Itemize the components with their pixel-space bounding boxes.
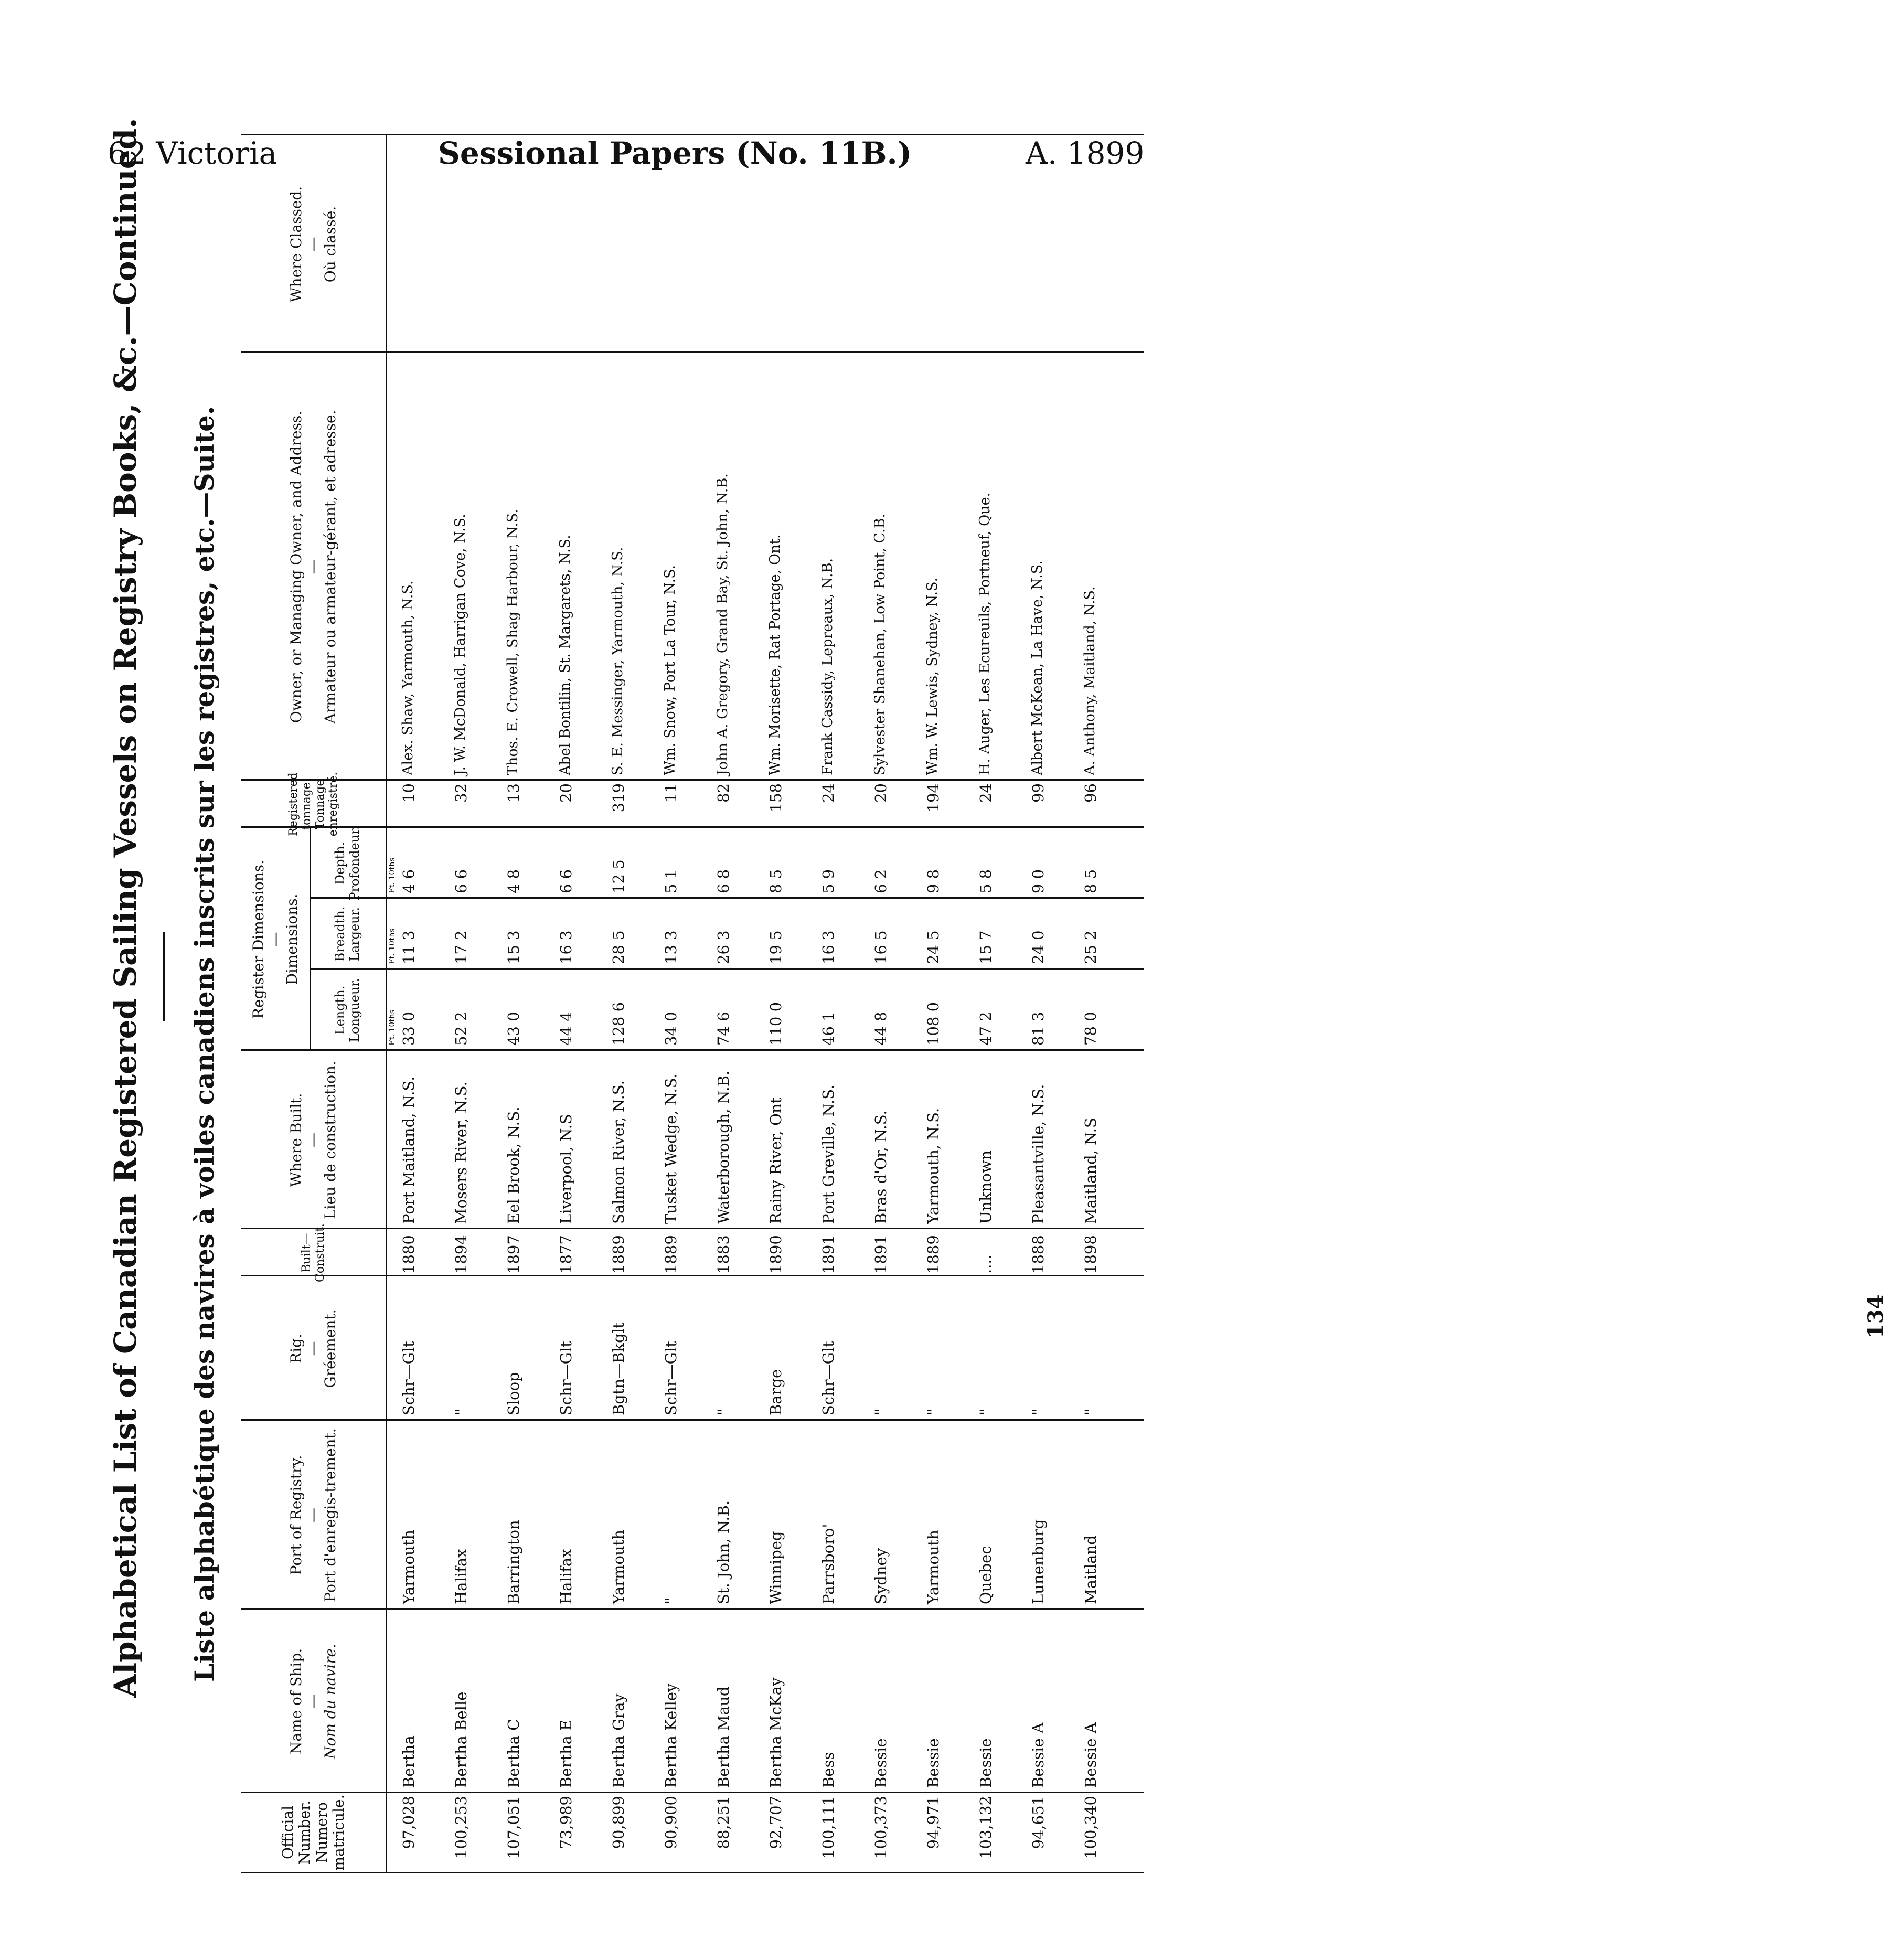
cell-official-number: 100,253 (452, 1796, 470, 1859)
header-tonnage: Registered tonnage. Tonnage enregistré. (286, 772, 340, 837)
table-row (399, 135, 441, 1872)
cell-depth: 4 8 (505, 869, 522, 893)
cell-depth: 9 8 (924, 869, 942, 893)
header-year: A. 1899 (1026, 135, 1145, 171)
cell-rig: " (924, 1408, 942, 1415)
cell-owner: Wm. Snow, Port La Tour, N.S. (662, 564, 678, 775)
cell-length: 110 0 (767, 1002, 785, 1046)
cell-rig: " (1082, 1408, 1100, 1415)
cell-rig: " (977, 1408, 995, 1415)
cell-depth: 4 6 (400, 869, 418, 893)
cell-tonnage: 11 (662, 783, 680, 803)
cell-where-built: Waterborough, N.B. (714, 1070, 732, 1224)
cell-breadth: 11 3 (400, 930, 418, 964)
cell-length: 43 0 (505, 1011, 522, 1046)
cell-owner: A. Anthony, Maitland, N.S. (1082, 586, 1098, 775)
cell-where-built: Liverpool, N.S (557, 1114, 575, 1224)
cell-year-built: 1898 (1082, 1235, 1100, 1274)
cell-depth: 5 9 (819, 869, 837, 893)
cell-port-of-registry: Sydney (872, 1548, 890, 1604)
cell-port-of-registry: Yarmouth (924, 1529, 942, 1604)
cell-where-built: Yarmouth, N.S. (924, 1107, 942, 1224)
cell-year-built: 1891 (872, 1235, 890, 1274)
cell-where-built: Maitland, N.S (1082, 1117, 1100, 1224)
cell-port-of-registry: Parrsboro' (819, 1524, 837, 1604)
cell-port-of-registry: " (662, 1597, 680, 1604)
cell-official-number: 90,900 (662, 1796, 680, 1849)
cell-where-built: Mosers River, N.S. (452, 1081, 470, 1224)
cell-owner: Sylvester Shanehan, Low Point, C.B. (872, 513, 888, 775)
cell-breadth: 13 3 (662, 930, 680, 964)
cell-official-number: 73,989 (557, 1796, 575, 1849)
cell-length: 108 0 (924, 1002, 942, 1046)
cell-year-built: 1897 (505, 1235, 522, 1274)
cell-where-built: Tusket Wedge, N.S. (662, 1073, 680, 1224)
cell-year-built: 1883 (714, 1235, 732, 1274)
header-official-number: Official Number. Numero matricule. (279, 1794, 347, 1871)
header-where-built: Where Built. — Lieu de construction. (287, 1061, 339, 1219)
cell-rig: " (872, 1408, 890, 1415)
cell-ship-name: Bessie A (1029, 1722, 1047, 1788)
cell-breadth: 28 5 (610, 930, 627, 964)
table-row (504, 135, 546, 1872)
header-where-classed: Where Classed. — Où classé. (287, 186, 339, 303)
cell-official-number: 94,651 (1029, 1796, 1047, 1849)
cell-tonnage: 20 (557, 783, 575, 803)
cell-ship-name: Bessie (924, 1738, 942, 1788)
cell-rig: Schr—Glt (819, 1341, 837, 1415)
cell-year-built: 1888 (1029, 1235, 1047, 1274)
cell-port-of-registry: St. John, N.B. (714, 1500, 732, 1604)
vessel-table (241, 134, 1144, 1873)
cell-port-of-registry: Lunenburg (1029, 1519, 1047, 1604)
cell-official-number: 103,132 (977, 1796, 995, 1859)
cell-owner: Wm. W. Lewis, Sydney, N.S. (924, 577, 941, 775)
cell-depth: 9 0 (1029, 869, 1047, 893)
cell-depth: 8 5 (1082, 869, 1100, 893)
cell-port-of-registry: Yarmouth (610, 1529, 627, 1604)
cell-official-number: 97,028 (400, 1796, 418, 1849)
cell-breadth: 24 0 (1029, 930, 1047, 964)
header-depth: Depth. Profondeur. (332, 826, 362, 901)
table-row (661, 135, 703, 1872)
cell-length: 44 8 (872, 1011, 890, 1046)
cell-where-built: Salmon River, N.S. (610, 1080, 627, 1224)
cell-tonnage: 20 (872, 783, 890, 803)
cell-breadth: 24 5 (924, 930, 942, 964)
cell-rig: Sloop (505, 1372, 522, 1415)
cell-breadth: 25 2 (1082, 930, 1100, 964)
cell-tonnage: 24 (977, 783, 995, 803)
cell-year-built: .... (977, 1254, 995, 1274)
cell-length: 46 1 (819, 1011, 837, 1046)
cell-year-built: 1877 (557, 1235, 575, 1274)
cell-tonnage: 82 (714, 783, 732, 803)
cell-ship-name: Bertha (400, 1735, 418, 1788)
cell-official-number: 100,111 (819, 1796, 837, 1859)
header-volume: 62 Victoria (108, 135, 278, 171)
cell-port-of-registry: Yarmouth (400, 1529, 418, 1604)
table-row (451, 135, 493, 1872)
cell-tonnage: 158 (767, 783, 785, 813)
cell-year-built: 1889 (924, 1235, 942, 1274)
cell-owner: John A. Gregory, Grand Bay, St. John, N.B. (714, 473, 731, 775)
cell-year-built: 1889 (610, 1235, 627, 1274)
cell-owner: Wm. Morisette, Rat Portage, Ont. (767, 534, 783, 775)
cell-owner: J. W. McDonald, Harrigan Cove, N.S. (452, 514, 468, 775)
units-depth: Ft. 10ths (387, 857, 397, 893)
cell-tonnage: 13 (505, 783, 522, 803)
cell-owner: Alex. Shaw, Yarmouth, N.S. (400, 580, 416, 775)
cell-breadth: 26 3 (714, 930, 732, 964)
cell-ship-name: Bessie (977, 1738, 995, 1788)
cell-where-built: Bras d'Or, N.S. (872, 1110, 890, 1224)
cell-official-number: 88,251 (714, 1796, 732, 1849)
header-length: Length. Longueur. (332, 978, 362, 1042)
cell-length: 128 6 (610, 1002, 627, 1046)
cell-rig: " (1029, 1408, 1047, 1415)
cell-rig: Schr—Glt (662, 1341, 680, 1415)
table-row (556, 135, 598, 1872)
cell-ship-name: Bertha C (505, 1719, 522, 1788)
cell-tonnage: 96 (1082, 783, 1100, 803)
cell-depth: 5 8 (977, 869, 995, 893)
table-row (976, 135, 1018, 1872)
table-row (766, 135, 808, 1872)
table-row (609, 135, 650, 1872)
table-row (713, 135, 755, 1872)
cell-ship-name: Bertha Gray (610, 1693, 627, 1788)
cell-ship-name: Bess (819, 1752, 837, 1788)
table-row (871, 135, 913, 1872)
cell-rig: " (452, 1408, 470, 1415)
cell-length: 78 0 (1082, 1011, 1100, 1046)
header-name: Name of Ship. — Nom du navire. (287, 1643, 339, 1760)
cell-year-built: 1889 (662, 1235, 680, 1274)
cell-depth: 6 6 (452, 869, 470, 893)
cell-tonnage: 32 (452, 783, 470, 803)
cell-ship-name: Bertha E (557, 1719, 575, 1788)
table-row (818, 135, 860, 1872)
header-sessional-papers: Sessional Papers (No. 11B.) (438, 135, 912, 171)
cell-length: 52 2 (452, 1011, 470, 1046)
cell-length: 44 4 (557, 1011, 575, 1046)
page-number: 134 (1863, 1294, 1888, 1338)
cell-length: 34 0 (662, 1011, 680, 1046)
cell-tonnage: 99 (1029, 783, 1047, 803)
cell-length: 81 3 (1029, 1011, 1047, 1046)
cell-port-of-registry: Winnipeg (767, 1531, 785, 1604)
cell-official-number: 107,051 (505, 1796, 522, 1859)
cell-where-built: Port Greville, N.S. (819, 1084, 837, 1224)
cell-ship-name: Bertha Belle (452, 1691, 470, 1788)
cell-year-built: 1890 (767, 1235, 785, 1274)
cell-tonnage: 319 (610, 783, 627, 813)
table-row (923, 135, 965, 1872)
title-english: Alphabetical List of Canadian Registered Sailing Vessels on Registry Books, &c.—Continued. (108, 118, 143, 1698)
cell-owner: Abel Bontilin, St. Margarets, N.S. (557, 535, 573, 775)
cell-breadth: 16 5 (872, 930, 890, 964)
cell-official-number: 100,373 (872, 1796, 890, 1859)
cell-port-of-registry: Quebec (977, 1546, 995, 1604)
cell-where-built: Port Maitland, N.S. (400, 1076, 418, 1224)
cell-rig: " (714, 1408, 732, 1415)
cell-ship-name: Bessie A (1082, 1722, 1100, 1788)
cell-length: 33 0 (400, 1011, 418, 1046)
cell-ship-name: Bertha Maud (714, 1686, 732, 1788)
cell-length: 74 6 (714, 1011, 732, 1046)
cell-owner: H. Auger, Les Ecureuils, Portneuf, Que. (977, 492, 993, 775)
cell-year-built: 1891 (819, 1235, 837, 1274)
cell-depth: 8 5 (767, 869, 785, 893)
cell-port-of-registry: Maitland (1082, 1535, 1100, 1604)
cell-tonnage: 24 (819, 783, 837, 803)
cell-ship-name: Bessie (872, 1738, 890, 1788)
cell-owner: S. E. Messinger, Yarmouth, N.S. (610, 547, 626, 775)
cell-where-built: Pleasantville, N.S. (1029, 1084, 1047, 1224)
cell-official-number: 92,707 (767, 1796, 785, 1849)
cell-where-built: Unknown (977, 1150, 995, 1224)
cell-owner: Albert McKean, La Have, N.S. (1029, 560, 1046, 775)
cell-year-built: 1894 (452, 1235, 470, 1274)
cell-depth: 6 6 (557, 869, 575, 893)
header-built: Built—Construit. (300, 1223, 327, 1282)
cell-breadth: 16 3 (557, 930, 575, 964)
header-breadth: Breadth. Largeur. (332, 906, 362, 962)
cell-breadth: 15 3 (505, 930, 522, 964)
cell-official-number: 100,340 (1082, 1796, 1100, 1859)
cell-length: 47 2 (977, 1011, 995, 1046)
cell-where-built: Rainy River, Ont (767, 1097, 785, 1224)
cell-port-of-registry: Halifax (452, 1549, 470, 1604)
units-length: Ft. 10ths (387, 1009, 397, 1046)
cell-rig: Schr—Glt (400, 1341, 418, 1415)
header-rig: Rig. — Gréement. (287, 1309, 339, 1388)
cell-ship-name: Bertha McKay (767, 1677, 785, 1788)
cell-where-built: Eel Brook, N.S. (505, 1106, 522, 1224)
cell-rig: Bgtn—Bkglt (610, 1322, 627, 1415)
header-rule (386, 135, 387, 1872)
cell-depth: 6 2 (872, 869, 890, 893)
header-dimensions: Register Dimensions. — Dimensions. (249, 859, 301, 1019)
cell-ship-name: Bertha Kelley (662, 1683, 680, 1788)
cell-depth: 12 5 (610, 859, 627, 893)
cell-depth: 5 1 (662, 869, 680, 893)
cell-owner: Frank Cassidy, Lepreaux, N.B. (819, 558, 836, 775)
table-row (1028, 135, 1070, 1872)
cell-breadth: 19 5 (767, 930, 785, 964)
header-owner: Owner, or Managing Owner, and Address. — Armateur ou armateur-gérant, et adresse. (287, 410, 339, 724)
cell-port-of-registry: Barrington (505, 1520, 522, 1604)
cell-official-number: 90,899 (610, 1796, 627, 1849)
units-breadth: Ft. 10ths (387, 928, 397, 964)
header-port: Port of Registry. — Port d'enregis-trement. (287, 1428, 339, 1602)
cell-tonnage: 10 (400, 783, 418, 803)
cell-port-of-registry: Halifax (557, 1549, 575, 1604)
title-divider (163, 932, 165, 1021)
cell-rig: Barge (767, 1369, 785, 1415)
title-french: Liste alphabétique des navires à voiles canadiens inscrits sur les registres, etc.—Suite. (189, 406, 220, 1682)
cell-tonnage: 194 (924, 783, 942, 813)
cell-owner: Thos. E. Crowell, Shag Harbour, N.S. (505, 509, 521, 775)
cell-year-built: 1880 (400, 1235, 418, 1274)
cell-rig: Schr—Glt (557, 1341, 575, 1415)
cell-official-number: 94,971 (924, 1796, 942, 1849)
cell-breadth: 17 2 (452, 930, 470, 964)
cell-breadth: 16 3 (819, 930, 837, 964)
cell-breadth: 15 7 (977, 930, 995, 964)
cell-depth: 6 8 (714, 869, 732, 893)
table-row (1081, 135, 1123, 1872)
